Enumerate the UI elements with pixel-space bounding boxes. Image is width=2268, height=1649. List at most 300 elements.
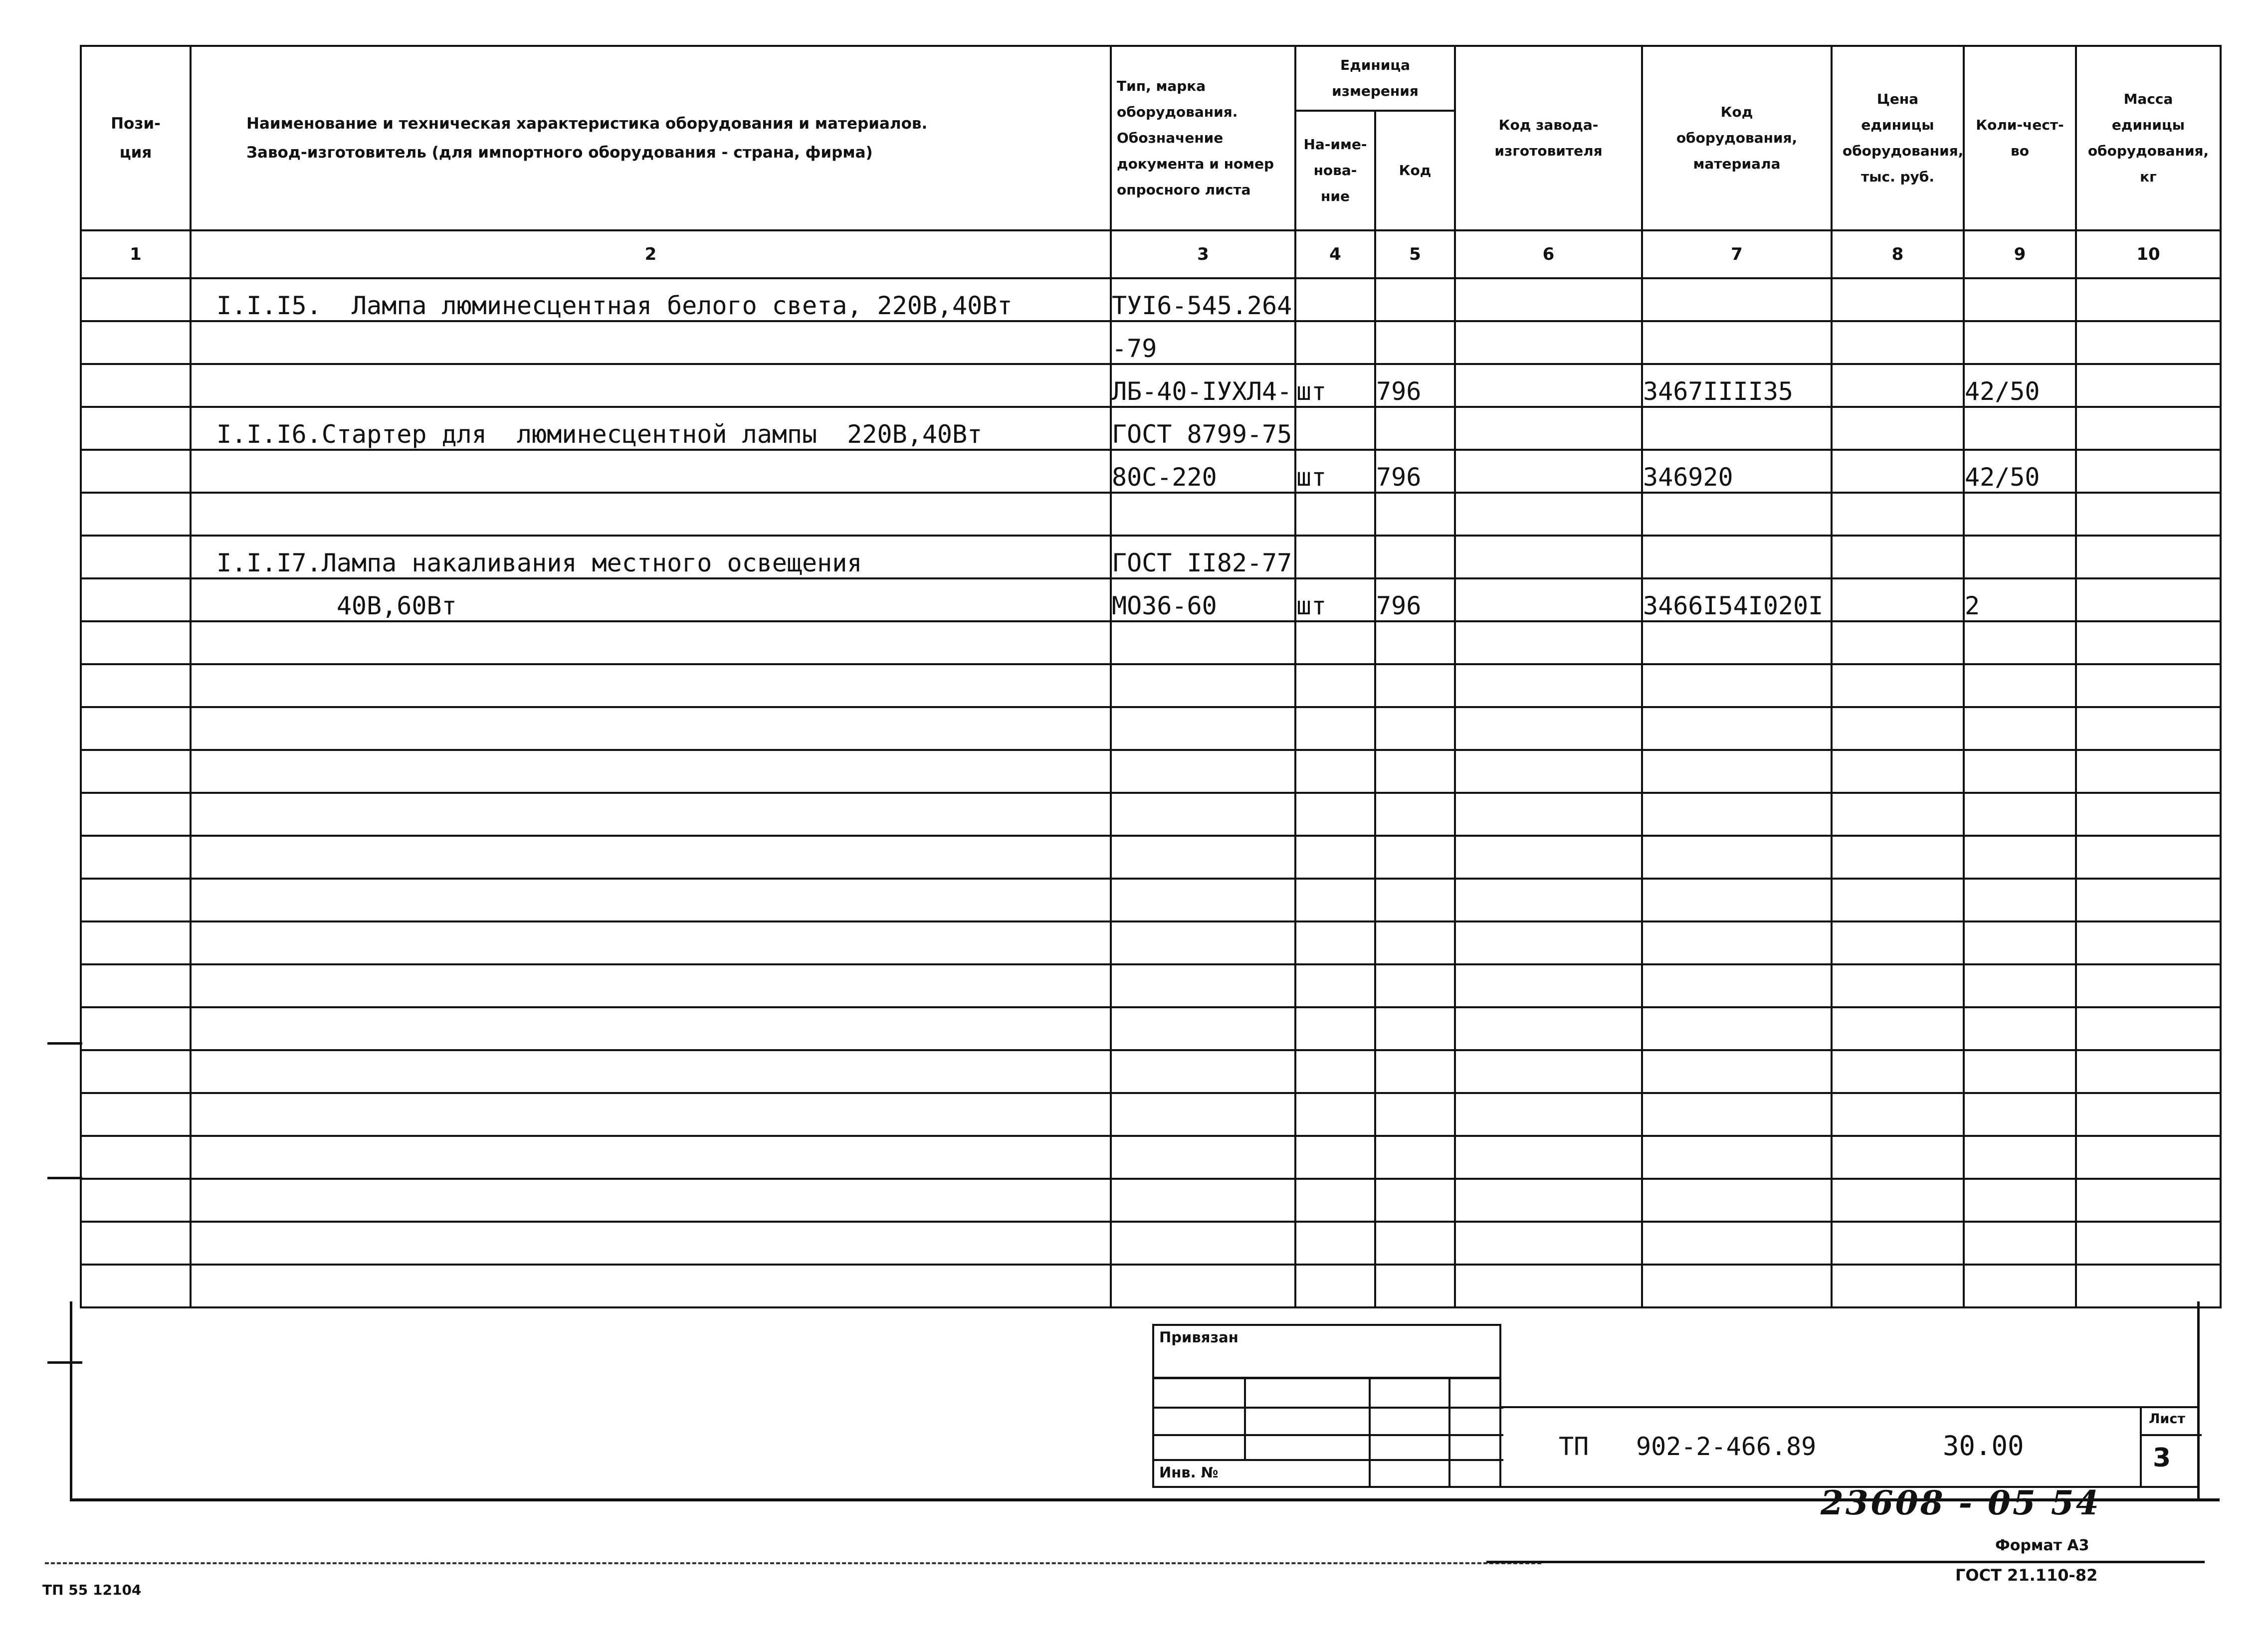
cell-col-9 xyxy=(1964,536,2076,578)
cell-col-8 xyxy=(1832,1050,1964,1093)
cell-col-2 xyxy=(191,664,1111,707)
footer-line xyxy=(1486,1561,2205,1563)
table-row xyxy=(81,1007,2221,1050)
cell-col-4 xyxy=(1295,750,1375,793)
col-num-10: 10 xyxy=(2076,230,2221,278)
cell-col-5 xyxy=(1375,1007,1455,1050)
cell-col-9 xyxy=(1964,1093,2076,1136)
cell-col-10 xyxy=(2076,321,2221,364)
cell-col-2 xyxy=(191,1222,1111,1265)
cell-col-9 xyxy=(1964,664,2076,707)
cell-col-9 xyxy=(1964,278,2076,321)
cell-col-1 xyxy=(81,964,191,1007)
table-body xyxy=(81,278,2221,1307)
cell-col-1 xyxy=(81,1265,191,1307)
title-block xyxy=(1499,1406,2200,1488)
cell-col-4 xyxy=(1295,664,1375,707)
cut-line xyxy=(45,1562,1541,1564)
cell-col-4 xyxy=(1295,1222,1375,1265)
cell-col-10 xyxy=(2076,664,2221,707)
cell-col-5 xyxy=(1375,750,1455,793)
cell-col-9 xyxy=(1964,1136,2076,1179)
cell-col-2 xyxy=(191,321,1111,364)
cell-col-9 xyxy=(1964,1265,2076,1307)
cell-col-6 xyxy=(1455,1265,1642,1307)
cell-col-7 xyxy=(1642,1265,1832,1307)
cell-col-1 xyxy=(81,321,191,364)
cell-col-5 xyxy=(1375,493,1455,536)
cell-col-1 xyxy=(81,750,191,793)
cell-col-4 xyxy=(1295,278,1375,321)
cell-col-8 xyxy=(1832,1222,1964,1265)
table-row xyxy=(81,450,2221,493)
cell-col-10 xyxy=(2076,707,2221,750)
cell-col-2 xyxy=(191,1007,1111,1050)
header-unit: Единица измерения xyxy=(1295,46,1455,111)
cell-col-4: шт xyxy=(1295,578,1375,621)
frame-left-line xyxy=(70,1301,72,1500)
cell-col-9: 42/50 xyxy=(1964,364,2076,407)
cell-col-2 xyxy=(191,836,1111,879)
cell-col-8 xyxy=(1832,750,1964,793)
cell-col-2 xyxy=(191,750,1111,793)
cell-col-10 xyxy=(2076,1050,2221,1093)
cell-col-3: -79 xyxy=(1111,321,1295,364)
cell-col-2 xyxy=(191,793,1111,836)
cell-col-9 xyxy=(1964,493,2076,536)
cell-col-6 xyxy=(1455,1179,1642,1222)
cell-col-3: МО36-60 xyxy=(1111,578,1295,621)
header-position: Пози- ция xyxy=(81,46,191,230)
cell-col-5 xyxy=(1375,1136,1455,1179)
cell-col-5 xyxy=(1375,278,1455,321)
cell-col-3 xyxy=(1111,1222,1295,1265)
cell-col-5 xyxy=(1375,621,1455,664)
doc-section: 30.00 xyxy=(1943,1430,2024,1462)
spec-table xyxy=(80,45,2222,1308)
cell-col-6 xyxy=(1455,1222,1642,1265)
cell-col-4 xyxy=(1295,1136,1375,1179)
cell-col-6 xyxy=(1455,364,1642,407)
cell-col-2 xyxy=(191,621,1111,664)
cell-col-10 xyxy=(2076,578,2221,621)
col-num-9: 9 xyxy=(1964,230,2076,278)
cell-col-2 xyxy=(191,450,1111,493)
cell-col-5 xyxy=(1375,836,1455,879)
table-row xyxy=(81,1050,2221,1093)
cell-col-4 xyxy=(1295,536,1375,578)
cell-col-5 xyxy=(1375,1265,1455,1307)
cell-col-10 xyxy=(2076,450,2221,493)
cell-col-8 xyxy=(1832,793,1964,836)
cell-col-2 xyxy=(191,1265,1111,1307)
cell-col-7 xyxy=(1642,964,1832,1007)
cell-col-5 xyxy=(1375,1179,1455,1222)
cell-col-9 xyxy=(1964,321,2076,364)
col-num-8: 8 xyxy=(1832,230,1964,278)
cell-col-8 xyxy=(1832,1093,1964,1136)
cell-col-6 xyxy=(1455,493,1642,536)
cell-col-6 xyxy=(1455,921,1642,964)
cell-col-7 xyxy=(1642,1007,1832,1050)
cell-col-8 xyxy=(1832,450,1964,493)
cell-col-8 xyxy=(1832,879,1964,921)
cell-col-6 xyxy=(1455,750,1642,793)
table-row xyxy=(81,879,2221,921)
cell-col-1 xyxy=(81,836,191,879)
cell-col-5: 796 xyxy=(1375,364,1455,407)
cell-col-3 xyxy=(1111,664,1295,707)
cell-col-1 xyxy=(81,536,191,578)
cell-col-7: 3467IIII35 xyxy=(1642,364,1832,407)
cell-col-8 xyxy=(1832,664,1964,707)
col-num-6: 6 xyxy=(1455,230,1642,278)
cell-col-5 xyxy=(1375,1093,1455,1136)
cell-col-2 xyxy=(191,493,1111,536)
privyazan-box xyxy=(1152,1324,1501,1379)
handwritten-inventory: 23608 - 05 54 xyxy=(1821,1483,2101,1522)
cell-col-8 xyxy=(1832,1007,1964,1050)
cell-col-3: ЛБ-40-IУХЛ4- xyxy=(1111,364,1295,407)
col-num-3: 3 xyxy=(1111,230,1295,278)
cell-col-1 xyxy=(81,1179,191,1222)
cell-col-5 xyxy=(1375,321,1455,364)
cell-col-3 xyxy=(1111,493,1295,536)
cell-col-2 xyxy=(191,879,1111,921)
col-num-5: 5 xyxy=(1375,230,1455,278)
margin-tick xyxy=(47,1177,82,1179)
cell-col-8 xyxy=(1832,578,1964,621)
cell-col-7 xyxy=(1642,407,1832,450)
col-num-7: 7 xyxy=(1642,230,1832,278)
cell-col-7 xyxy=(1642,1136,1832,1179)
cell-col-7 xyxy=(1642,1050,1832,1093)
cell-col-4: шт xyxy=(1295,364,1375,407)
cell-col-1 xyxy=(81,1093,191,1136)
cell-col-6 xyxy=(1455,536,1642,578)
cell-col-10 xyxy=(2076,793,2221,836)
cell-col-5 xyxy=(1375,407,1455,450)
cell-col-4: шт xyxy=(1295,450,1375,493)
format-label: Формат А3 xyxy=(1995,1537,2089,1554)
table-row xyxy=(81,664,2221,707)
margin-tick xyxy=(47,1042,82,1045)
cell-col-6 xyxy=(1455,879,1642,921)
cell-col-10 xyxy=(2076,278,2221,321)
cell-col-7 xyxy=(1642,664,1832,707)
cell-col-1 xyxy=(81,921,191,964)
cell-col-4 xyxy=(1295,407,1375,450)
cell-col-10 xyxy=(2076,964,2221,1007)
privyazan-grid xyxy=(1152,1377,1501,1488)
cell-col-7: 3466I54I020I xyxy=(1642,578,1832,621)
cell-col-3 xyxy=(1111,1136,1295,1179)
cell-col-10 xyxy=(2076,407,2221,450)
cell-col-6 xyxy=(1455,407,1642,450)
cell-col-3 xyxy=(1111,707,1295,750)
cell-col-1 xyxy=(81,364,191,407)
cell-col-8 xyxy=(1832,1136,1964,1179)
cell-col-2 xyxy=(191,1136,1111,1179)
cell-col-8 xyxy=(1832,536,1964,578)
cell-col-4 xyxy=(1295,879,1375,921)
cell-col-7 xyxy=(1642,278,1832,321)
header-price: Цена единицы оборудования, тыс. руб. xyxy=(1832,46,1964,230)
cell-col-8 xyxy=(1832,621,1964,664)
cell-col-6 xyxy=(1455,450,1642,493)
cell-col-2 xyxy=(191,1093,1111,1136)
cell-col-10 xyxy=(2076,1222,2221,1265)
cell-col-3 xyxy=(1111,964,1295,1007)
col-num-1: 1 xyxy=(81,230,191,278)
table-row xyxy=(81,1265,2221,1307)
cell-col-4 xyxy=(1295,921,1375,964)
sheet-number: 3 xyxy=(2153,1443,2171,1473)
cell-col-5 xyxy=(1375,879,1455,921)
table-row xyxy=(81,921,2221,964)
cell-col-10 xyxy=(2076,1007,2221,1050)
table-row xyxy=(81,750,2221,793)
gost-label: ГОСТ 21.110-82 xyxy=(1955,1566,2098,1585)
cell-col-1 xyxy=(81,450,191,493)
cell-col-9 xyxy=(1964,1007,2076,1050)
cell-col-1 xyxy=(81,407,191,450)
cell-col-4 xyxy=(1295,707,1375,750)
cell-col-4 xyxy=(1295,1050,1375,1093)
cell-col-1 xyxy=(81,1050,191,1093)
cell-col-6 xyxy=(1455,1007,1642,1050)
cell-col-3 xyxy=(1111,793,1295,836)
cell-col-4 xyxy=(1295,1093,1375,1136)
cell-col-9 xyxy=(1964,750,2076,793)
cell-col-10 xyxy=(2076,1179,2221,1222)
cell-col-7 xyxy=(1642,493,1832,536)
cell-col-6 xyxy=(1455,278,1642,321)
cell-col-9 xyxy=(1964,964,2076,1007)
table-row xyxy=(81,1136,2221,1179)
privyazan-label: Привязан xyxy=(1159,1329,1238,1346)
cell-col-5 xyxy=(1375,793,1455,836)
cell-col-2 xyxy=(191,1050,1111,1093)
cell-col-8 xyxy=(1832,1179,1964,1222)
cell-col-5 xyxy=(1375,921,1455,964)
cell-col-10 xyxy=(2076,921,2221,964)
cell-col-7 xyxy=(1642,1179,1832,1222)
left-code-label: ТП 55 12104 xyxy=(42,1582,142,1598)
cell-col-4 xyxy=(1295,964,1375,1007)
cell-col-2: I.I.I5. Лампа люминесцентная белого света, 220В,40Вт xyxy=(191,278,1111,321)
cell-col-2 xyxy=(191,364,1111,407)
cell-col-3 xyxy=(1111,750,1295,793)
cell-col-3 xyxy=(1111,1179,1295,1222)
cell-col-3 xyxy=(1111,1093,1295,1136)
cell-col-8 xyxy=(1832,278,1964,321)
cell-col-5: 796 xyxy=(1375,450,1455,493)
cell-col-9 xyxy=(1964,1050,2076,1093)
header-name xyxy=(191,46,1111,230)
cell-col-7 xyxy=(1642,1222,1832,1265)
header-quantity: Коли-чест-во xyxy=(1964,46,2076,230)
cell-col-2: I.I.I6.Стартер для люминесцентной лампы 220В,40Вт xyxy=(191,407,1111,450)
cell-col-2: I.I.I7.Лампа накаливания местного освещения xyxy=(191,536,1111,578)
cell-col-3 xyxy=(1111,1050,1295,1093)
cell-col-1 xyxy=(81,1136,191,1179)
cell-col-4 xyxy=(1295,836,1375,879)
cell-col-6 xyxy=(1455,707,1642,750)
cell-col-9 xyxy=(1964,836,2076,879)
cell-col-7 xyxy=(1642,879,1832,921)
cell-col-2 xyxy=(191,921,1111,964)
table-row xyxy=(81,1093,2221,1136)
header-mass: Масса единицы оборудования, кг xyxy=(2076,46,2221,230)
cell-col-9 xyxy=(1964,707,2076,750)
cell-col-1 xyxy=(81,879,191,921)
cell-col-1 xyxy=(81,707,191,750)
table-row xyxy=(81,621,2221,664)
cell-col-7 xyxy=(1642,536,1832,578)
cell-col-4 xyxy=(1295,493,1375,536)
cell-col-9 xyxy=(1964,921,2076,964)
header-factory-code: Код завода-изготовителя xyxy=(1455,46,1642,230)
cell-col-10 xyxy=(2076,364,2221,407)
cell-col-6 xyxy=(1455,964,1642,1007)
cell-col-1 xyxy=(81,578,191,621)
cell-col-10 xyxy=(2076,1136,2221,1179)
cell-col-2 xyxy=(191,707,1111,750)
table-row xyxy=(81,578,2221,621)
cell-col-6 xyxy=(1455,664,1642,707)
cell-col-5 xyxy=(1375,664,1455,707)
cell-col-4 xyxy=(1295,1265,1375,1307)
table-row xyxy=(81,278,2221,321)
cell-col-3 xyxy=(1111,921,1295,964)
cell-col-1 xyxy=(81,793,191,836)
cell-col-9: 42/50 xyxy=(1964,450,2076,493)
header-row xyxy=(81,46,2221,111)
cell-col-3 xyxy=(1111,621,1295,664)
inv-no-label: Инв. № xyxy=(1159,1464,1219,1481)
cell-col-10 xyxy=(2076,879,2221,921)
cell-col-6 xyxy=(1455,578,1642,621)
cell-col-7 xyxy=(1642,707,1832,750)
table-row xyxy=(81,964,2221,1007)
table-row xyxy=(81,407,2221,450)
cell-col-7 xyxy=(1642,921,1832,964)
table-row xyxy=(81,364,2221,407)
cell-col-4 xyxy=(1295,321,1375,364)
cell-col-10 xyxy=(2076,1093,2221,1136)
cell-col-6 xyxy=(1455,1136,1642,1179)
cell-col-6 xyxy=(1455,836,1642,879)
cell-col-1 xyxy=(81,493,191,536)
cell-col-3: 80С-220 xyxy=(1111,450,1295,493)
table-row xyxy=(81,321,2221,364)
table-row xyxy=(81,836,2221,879)
cell-col-5 xyxy=(1375,536,1455,578)
cell-col-3: ГОСТ 8799-75 xyxy=(1111,407,1295,450)
cell-col-8 xyxy=(1832,964,1964,1007)
cell-col-2 xyxy=(191,1179,1111,1222)
cell-col-1 xyxy=(81,278,191,321)
cell-col-6 xyxy=(1455,1093,1642,1136)
header-name-line2: Завод-изготовитель (для импортного оборудования - страна, фирма) xyxy=(246,144,873,162)
cell-col-3 xyxy=(1111,879,1295,921)
sheet-label: Лист xyxy=(2149,1411,2185,1427)
header-unit-code: Код xyxy=(1375,111,1455,230)
cell-col-10 xyxy=(2076,621,2221,664)
cell-col-8 xyxy=(1832,1265,1964,1307)
cell-col-8 xyxy=(1832,493,1964,536)
cell-col-7 xyxy=(1642,750,1832,793)
cell-col-5 xyxy=(1375,964,1455,1007)
cell-col-6 xyxy=(1455,1050,1642,1093)
cell-col-1 xyxy=(81,621,191,664)
cell-col-10 xyxy=(2076,836,2221,879)
cell-col-2 xyxy=(191,964,1111,1007)
table-row xyxy=(81,536,2221,578)
cell-col-10 xyxy=(2076,536,2221,578)
cell-col-4 xyxy=(1295,621,1375,664)
header-type: Тип, марка оборудования. Обозначение документа и номер опросного листа xyxy=(1111,46,1295,230)
column-number-row xyxy=(81,230,2221,278)
col-num-4: 4 xyxy=(1295,230,1375,278)
cell-col-10 xyxy=(2076,493,2221,536)
cell-col-8 xyxy=(1832,836,1964,879)
col-num-2: 2 xyxy=(191,230,1111,278)
table-row xyxy=(81,493,2221,536)
doc-prefix: ТП xyxy=(1559,1432,1589,1461)
cell-col-1 xyxy=(81,664,191,707)
cell-col-3 xyxy=(1111,1265,1295,1307)
cell-col-10 xyxy=(2076,750,2221,793)
cell-col-8 xyxy=(1832,364,1964,407)
cell-col-7 xyxy=(1642,1093,1832,1136)
cell-col-9: 2 xyxy=(1964,578,2076,621)
cell-col-7: 346920 xyxy=(1642,450,1832,493)
cell-col-9 xyxy=(1964,621,2076,664)
header-name-line1: Наименование и техническая характеристика оборудования и материалов. xyxy=(246,115,928,133)
cell-col-2: 40В,60Вт xyxy=(191,578,1111,621)
cell-col-8 xyxy=(1832,321,1964,364)
cell-col-7 xyxy=(1642,793,1832,836)
cell-col-9 xyxy=(1964,407,2076,450)
cell-col-9 xyxy=(1964,1222,2076,1265)
header-unit-name: На-име-нова-ние xyxy=(1295,111,1375,230)
doc-number: 902-2-466.89 xyxy=(1636,1432,1817,1461)
cell-col-3: ТУI6-545.264 xyxy=(1111,278,1295,321)
sheet-box xyxy=(2140,1406,2200,1488)
cell-col-8 xyxy=(1832,921,1964,964)
cell-col-6 xyxy=(1455,793,1642,836)
cell-col-5 xyxy=(1375,1050,1455,1093)
table-row xyxy=(81,793,2221,836)
margin-tick xyxy=(47,1361,82,1364)
cell-col-4 xyxy=(1295,1179,1375,1222)
cell-col-8 xyxy=(1832,407,1964,450)
header-equipment-code: Код оборудования, материала xyxy=(1642,46,1832,230)
cell-col-1 xyxy=(81,1007,191,1050)
cell-col-3 xyxy=(1111,1007,1295,1050)
cell-col-6 xyxy=(1455,321,1642,364)
cell-col-7 xyxy=(1642,321,1832,364)
cell-col-8 xyxy=(1832,707,1964,750)
cell-col-3: ГОСТ II82-77 xyxy=(1111,536,1295,578)
cell-col-9 xyxy=(1964,879,2076,921)
cell-col-3 xyxy=(1111,836,1295,879)
cell-col-5 xyxy=(1375,1222,1455,1265)
table-row xyxy=(81,707,2221,750)
table-row xyxy=(81,1222,2221,1265)
